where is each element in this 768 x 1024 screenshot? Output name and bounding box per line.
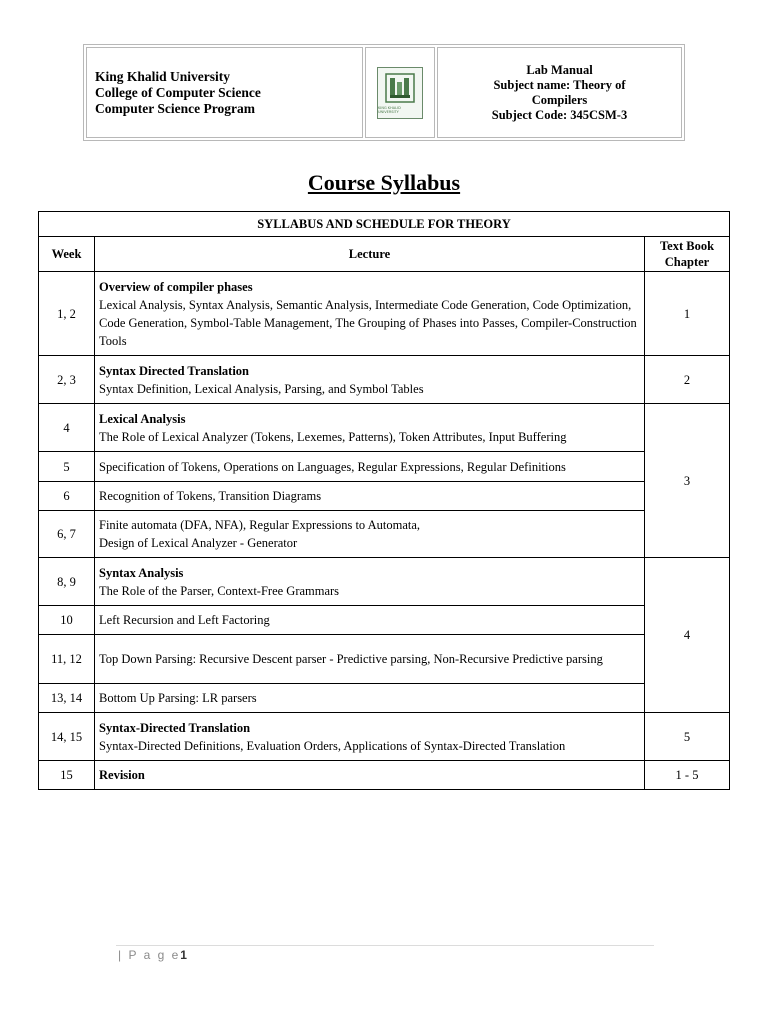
document-header — [83, 44, 685, 141]
table-row — [39, 635, 730, 684]
page-title: Course Syllabus — [307, 170, 461, 195]
lecture-topics: Specification of Tokens, Operations on Languages, Regular Expressions, Regular Definitions — [95, 452, 645, 482]
page-label: | P a g e — [118, 948, 181, 962]
table-row — [39, 482, 730, 511]
lecture-topics: Finite automata (DFA, NFA), Regular Expressions to Automata, — [99, 518, 421, 532]
footer-divider — [116, 945, 654, 946]
logo-cell — [365, 47, 435, 138]
table-row — [39, 356, 730, 404]
university-name: King Khalid University — [95, 68, 231, 84]
header-week: Week — [39, 237, 95, 272]
subject-name: Subject name: Theory of Compilers — [493, 77, 626, 107]
lecture-cell — [95, 713, 645, 761]
chapter-cell: 2 — [645, 356, 730, 404]
lecture-topics: Bottom Up Parsing: LR parsers — [95, 684, 645, 713]
table-row — [39, 511, 730, 558]
lecture-cell — [95, 272, 645, 356]
page-number: 1 — [180, 948, 189, 962]
chapter-cell: 1 - 5 — [645, 761, 730, 790]
lecture-topics: Top Down Parsing: Recursive Descent parser - Predictive parsing, Non-Recursive Predictive parsing — [95, 635, 645, 684]
week-cell: 6 — [39, 482, 95, 511]
chapter-cell: 4 — [645, 558, 730, 713]
table-row — [39, 684, 730, 713]
table-title: SYLLABUS AND SCHEDULE FOR THEORY — [39, 212, 730, 237]
week-cell: 1, 2 — [39, 272, 95, 356]
lecture-topics: The Role of the Parser, Context-Free Grammars — [99, 583, 340, 598]
lecture-topics-line2: Design of Lexical Analyzer - Generator — [99, 536, 298, 550]
subject-code: Subject Code: 345CSM-3 — [491, 107, 628, 122]
manual-type: Lab Manual — [526, 62, 593, 77]
table-row — [39, 761, 730, 790]
lecture-topics: Lexical Analysis, Syntax Analysis, Semantic Analysis, Intermediate Code Generation, Code Optimization, Code Generation, Symbol-Table Management, The Grouping of Phases into Passes, Compiler-Construction Tools — [99, 297, 637, 348]
week-cell: 8, 9 — [39, 558, 95, 606]
lecture-topics: Recognition of Tokens, Transition Diagrams — [95, 482, 645, 511]
university-logo-icon — [383, 71, 417, 105]
header-chapter — [645, 237, 730, 272]
table-row — [39, 558, 730, 606]
logo-text: KING KHALID UNIVERSITY — [378, 106, 401, 114]
week-cell: 4 — [39, 404, 95, 452]
lecture-title: Syntax Analysis — [99, 565, 184, 580]
table-row — [39, 713, 730, 761]
lecture-topics: The Role of Lexical Analyzer (Tokens, Lexemes, Patterns), Token Attributes, Input Buffering — [99, 429, 567, 444]
header-lecture: Lecture — [95, 237, 645, 272]
lecture-title: Revision — [99, 768, 145, 782]
week-cell: 6, 7 — [39, 511, 95, 558]
lecture-topics: Left Recursion and Left Factoring — [95, 606, 645, 635]
lecture-cell — [95, 511, 645, 558]
week-cell: 13, 14 — [39, 684, 95, 713]
week-cell: 15 — [39, 761, 95, 790]
program-name: Computer Science Program — [95, 100, 255, 116]
week-cell: 14, 15 — [39, 713, 95, 761]
lecture-cell — [95, 404, 645, 452]
college-name: College of Computer Science — [95, 84, 261, 100]
header-chapter-text: Text Book Chapter — [659, 239, 715, 269]
week-cell: 11, 12 — [39, 635, 95, 684]
table-row — [39, 272, 730, 356]
chapter-cell: 3 — [645, 404, 730, 558]
week-cell: 5 — [39, 452, 95, 482]
lecture-cell — [95, 356, 645, 404]
university-logo — [377, 67, 423, 119]
week-cell: 10 — [39, 606, 95, 635]
syllabus-table — [38, 211, 730, 790]
lecture-cell — [95, 761, 645, 790]
week-cell: 2, 3 — [39, 356, 95, 404]
lecture-topics: Syntax-Directed Definitions, Evaluation Orders, Applications of Syntax-Directed Translation — [99, 738, 566, 753]
table-row — [39, 452, 730, 482]
table-row — [39, 404, 730, 452]
subject-info — [437, 47, 682, 138]
lecture-title: Syntax Directed Translation — [99, 363, 250, 378]
lecture-topics: Syntax Definition, Lexical Analysis, Parsing, and Symbol Tables — [99, 381, 424, 396]
lecture-cell — [95, 558, 645, 606]
page-footer — [118, 948, 189, 962]
chapter-cell: 1 — [645, 272, 730, 356]
lecture-title: Overview of compiler phases — [99, 279, 253, 294]
institution-info — [86, 47, 363, 138]
lecture-title: Syntax-Directed Translation — [99, 720, 251, 735]
table-row — [39, 606, 730, 635]
chapter-cell: 5 — [645, 713, 730, 761]
lecture-title: Lexical Analysis — [99, 411, 186, 426]
